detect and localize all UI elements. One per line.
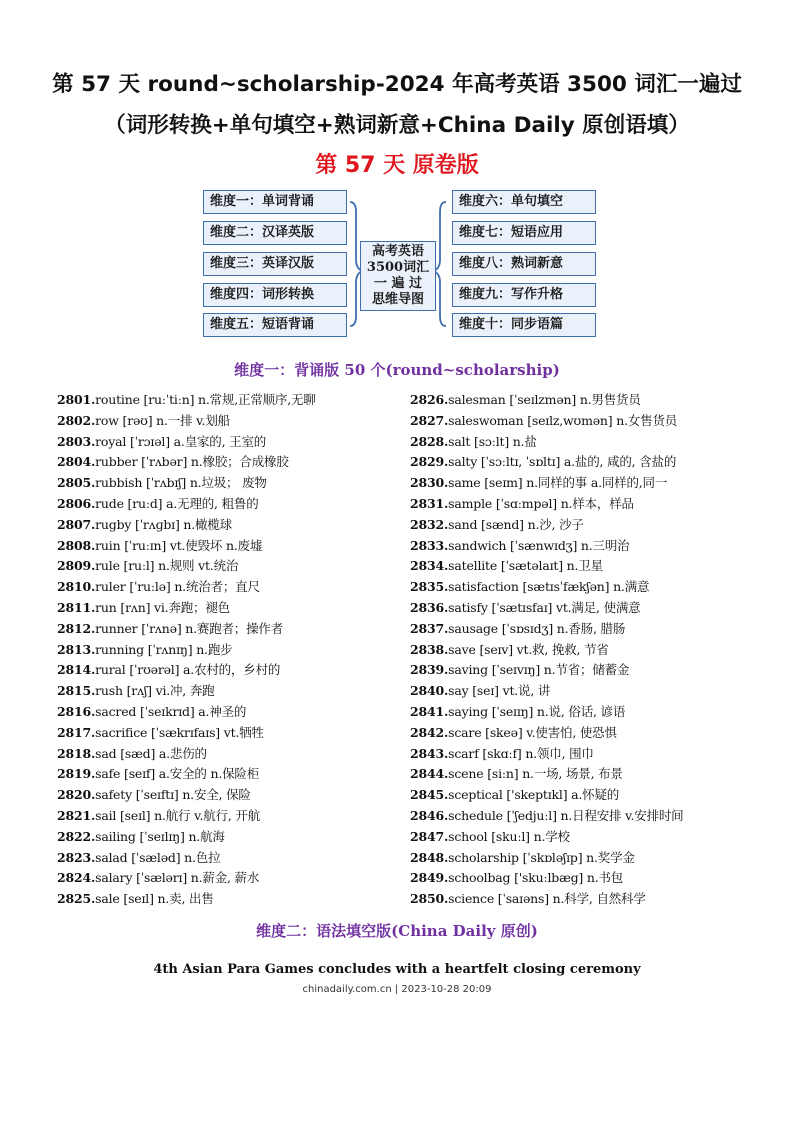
vocab-row [57,411,316,432]
vocab-row [410,494,683,515]
vocab-row [57,556,316,577]
vocab-entry: ruin [ˈruːɪn] vt.使毁坏 n.废墟 [95,537,263,553]
mindmap-center-line-1: 高考英语 [371,244,424,259]
vocab-number: 2810. [57,579,96,595]
vocab-number: 2834. [410,558,449,574]
page-subtitle: 第 57 天 原卷版 [315,153,479,178]
vocab-entry: salesman [ˈseɪlzmən] n.男售货员 [448,392,641,407]
vocab-entry: sad [sæd] a.悲伤的 [95,745,207,761]
mindmap-left-item-3: 维度三：英译汉版 [203,252,347,276]
vocab-entry: safe [seɪf] a.安全的 n.保险柜 [95,766,260,782]
vocab-number: 2835. [410,579,449,595]
vocab-number: 2812. [57,620,96,636]
vocab-row [57,619,316,640]
vocab-entry: sacred [ˈseɪkrɪd] a.神圣的 [95,703,247,719]
vocab-row [410,619,683,640]
mindmap-left-item-5: 维度五：短语背诵 [203,313,347,337]
vocab-row [410,702,683,723]
vocab-number: 2811. [57,599,96,615]
vocab-entry: routine [ruːˈtiːn] n.常规,正常顺序,无聊 [95,392,316,407]
vocab-number: 2813. [57,641,96,657]
vocab-entry: runner [ˈrʌnə] n.赛跑者；操作者 [95,620,284,636]
vocab-number: 2814. [57,662,96,678]
vocab-entry: sail [seɪl] n.航行 v.航行, 开航 [95,807,261,823]
vocab-entry: sale [seɪl] n.卖, 出售 [95,891,214,907]
mindmap-right-item-1: 维度六：单句填空 [452,190,596,214]
vocab-number: 2850. [410,891,449,907]
vocab-row [57,390,316,411]
vocab-entry: scholarship [ˈskɒləʃɪp] n.奖学金 [448,849,635,865]
vocab-row [57,785,316,806]
vocab-number: 2848. [410,849,449,865]
vocab-entry: salt [sɔːlt] n.盐 [448,433,537,449]
vocab-number: 2815. [57,683,96,699]
vocab-number: 2807. [57,516,96,532]
vocab-number: 2830. [410,475,449,491]
vocab-row [57,889,316,910]
vocab-number: 2808. [57,537,96,553]
mindmap-right-item-5: 维度十：同步语篇 [452,313,596,337]
vocab-entry: sailing [ˈseɪlɪŋ] n.航海 [95,828,225,844]
vocab-number: 2821. [57,807,96,823]
vocab-entry: scene [siːn] n.一场, 场景, 布景 [448,766,623,782]
vocab-number: 2817. [57,724,96,740]
vocab-number: 2846. [410,807,449,823]
vocab-number: 2840. [410,683,449,699]
vocab-entry: sample [ˈsɑːmpəl] n.样本，样品 [448,495,634,511]
vocab-entry: run [rʌn] vi.奔跑；褪色 [95,599,230,615]
vocab-row [57,598,316,619]
vocab-entry: rugby [ˈrʌɡbɪ] n.橄榄球 [95,516,232,532]
vocab-row [57,432,316,453]
vocab-number: 2841. [410,703,449,719]
vocab-entry: salary [ˈsælərɪ] n.薪金, 薪水 [95,870,260,886]
vocab-number: 2809. [57,558,96,574]
mindmap-right-item-2: 维度七：短语应用 [452,221,596,245]
vocab-row [410,556,683,577]
vocab-row [410,785,683,806]
mindmap-center-line-2: 3500词汇 [366,260,430,275]
mindmap-right-item-3: 维度八：熟词新意 [452,252,596,276]
vocab-row [410,452,683,473]
vocab-number: 2844. [410,766,449,782]
vocab-number: 2832. [410,516,449,532]
vocab-row [57,764,316,785]
vocab-row [57,640,316,661]
vocab-row [57,452,316,473]
vocab-entry: salty [ˈsɔːltɪ, ˈsɒltɪ] a.盐的, 咸的, 含盐的 [448,454,677,470]
vocab-row [410,660,683,681]
vocab-number: 2820. [57,787,96,803]
vocab-number: 2819. [57,766,96,782]
vocab-entry: rubbish [ˈrʌbɪʃ] n.垃圾； 废物 [95,475,267,491]
vocab-entry: saving [ˈseɪvɪŋ] n.节省；储蓄金 [448,662,630,678]
vocab-number: 2829. [410,454,449,470]
vocab-row [57,536,316,557]
vocab-number: 2842. [410,724,449,740]
vocab-entry: sand [sænd] n.沙, 沙子 [448,516,584,532]
vocab-entry: rural [ˈrʊərəl] a.农村的，乡村的 [95,662,281,678]
vocab-number: 2827. [410,412,449,428]
vocab-number: 2828. [410,433,449,449]
vocab-row [410,390,683,411]
vocab-number: 2823. [57,849,96,865]
vocab-row [57,848,316,869]
mindmap-center [360,241,436,311]
vocab-row [410,411,683,432]
vocab-row [57,868,316,889]
vocab-number: 2845. [410,787,449,803]
vocab-entry: salad [ˈsæləd] n.色拉 [95,849,221,865]
vocab-row [57,681,316,702]
vocab-entry: school [skuːl] n.学校 [448,828,570,844]
mindmap-center-line-4: 思维导图 [371,292,424,307]
mindmap-right-item-4: 维度九：写作升格 [452,283,596,307]
mindmap-center-line-3: 一 遍 过 [373,276,423,291]
vocab-number: 2822. [57,828,96,844]
vocab-entry: satisfaction [sætɪsˈfækʃən] n.满意 [448,579,650,595]
vocab-number: 2836. [410,599,449,615]
page-title: 第 57 天 round~scholarship-2024 年高考英语 3500 词汇一遍过（词形转换+单句填空+熟词新意+China Daily 原创语填） [52,72,742,138]
vocab-number: 2838. [410,641,449,657]
vocab-row [57,660,316,681]
vocab-number: 2802. [57,412,96,428]
vocab-number: 2824. [57,870,96,886]
mindmap-left-item-1: 维度一：单词背诵 [203,190,347,214]
vocab-entry: scare [skeə] v.使害怕, 使恐惧 [448,724,617,740]
vocab-entry: safety [ˈseɪftɪ] n.安全, 保险 [95,787,251,803]
vocab-row [410,744,683,765]
vocab-entry: schoolbag ['skuːlbæg] n.书包 [448,870,624,886]
vocab-number: 2805. [57,475,96,491]
vocab-number: 2849. [410,870,449,886]
vocab-row [410,848,683,869]
section-1-heading: 维度一：背诵版 50 个(round~scholarship) [234,361,560,379]
article-title: 4th Asian Para Games concludes with a heartfelt closing ceremony [153,962,641,977]
vocab-row [57,494,316,515]
vocab-row [57,702,316,723]
vocab-entry: sacrifice [ˈsækrɪfaɪs] vt.牺牲 [95,724,264,740]
vocab-row [410,536,683,557]
vocab-row [410,577,683,598]
vocab-entry: royal [ˈrɔɪəl] a.皇家的, 王室的 [95,433,267,449]
vocab-entry: sceptical ['skeptɪkl] a.怀疑的 [448,787,620,803]
vocab-entry: sandwich [ˈsænwɪdʒ] n.三明治 [448,537,630,553]
vocab-number: 2801. [57,392,96,407]
article-source: chinadaily.com.cn | 2023-10-28 20:09 [302,984,492,995]
vocab-entry: rule [ruːl] n.规则 vt.统治 [95,558,239,574]
vocab-number: 2826. [410,392,449,407]
vocab-entry: saying [ˈseɪɪŋ] n.说, 俗话, 谚语 [448,703,626,719]
vocab-entry: running [ˈrʌnɪŋ] n.跑步 [95,641,233,657]
vocab-number: 2833. [410,537,449,553]
vocab-entry: scarf [skɑːf] n.领巾, 围巾 [448,745,594,761]
vocab-row [57,515,316,536]
vocab-row [57,473,316,494]
vocab-row [410,640,683,661]
vocab-entry: science [ˈsaɪəns] n.科学, 自然科学 [448,891,646,907]
vocab-entry: save [seɪv] vt.救, 挽救, 节省 [448,641,609,657]
vocab-number: 2831. [410,495,449,511]
vocab-entry: row [rəʊ] n.一排 v.划船 [95,412,230,428]
vocab-entry: rude [ruːd] a.无理的, 粗鲁的 [95,495,259,511]
vocab-entry: ruler [ˈruːlə] n.统治者；直尺 [95,579,260,595]
vocab-row [410,764,683,785]
vocab-entry: sausage [ˈsɒsɪdʒ] n.香肠, 腊肠 [448,620,626,636]
vocab-entry: rush [rʌʃ] vi.冲, 奔跑 [95,683,215,699]
vocab-column-left [57,390,316,910]
vocab-row [410,827,683,848]
section-2-heading: 维度二：语法填空版(China Daily 原创) [256,922,538,940]
vocab-column-right [410,390,683,910]
vocab-row [410,473,683,494]
mindmap-left-item-4: 维度四：词形转换 [203,283,347,307]
vocab-row [410,515,683,536]
vocab-number: 2825. [57,891,96,907]
vocab-row [57,827,316,848]
vocab-row [410,868,683,889]
vocab-number: 2803. [57,433,96,449]
vocab-row [410,806,683,827]
vocab-number: 2843. [410,745,449,761]
vocab-number: 2806. [57,495,96,511]
vocab-row [57,806,316,827]
vocab-number: 2804. [57,454,96,470]
mindmap-left-item-2: 维度二：汉译英版 [203,221,347,245]
vocab-row [410,723,683,744]
vocab-entry: same [seɪm] n.同样的事 a.同样的,同一 [448,475,668,491]
vocab-entry: rubber [ˈrʌbər] n.橡胶；合成橡胶 [95,454,289,470]
vocab-row [57,577,316,598]
vocab-number: 2847. [410,828,449,844]
vocab-entry: schedule [ˈʃedjuːl] n.日程安排 v.安排时间 [448,807,684,823]
vocab-row [410,681,683,702]
vocab-row [410,432,683,453]
vocab-row [410,889,683,910]
vocab-entry: say [seɪ] vt.说, 讲 [448,683,551,699]
vocab-row [410,598,683,619]
vocab-number: 2818. [57,745,96,761]
vocab-row [57,744,316,765]
vocab-entry: saleswoman [seɪlz,wʊmən] n.女售货员 [448,412,678,428]
vocab-number: 2816. [57,703,96,719]
vocab-number: 2839. [410,662,449,678]
vocab-number: 2837. [410,620,449,636]
vocab-entry: satisfy [ˈsætɪsfaɪ] vt.满足, 使满意 [448,599,641,615]
vocab-entry: satellite [ˈsætəlaɪt] n.卫星 [448,558,603,574]
vocab-row [57,723,316,744]
